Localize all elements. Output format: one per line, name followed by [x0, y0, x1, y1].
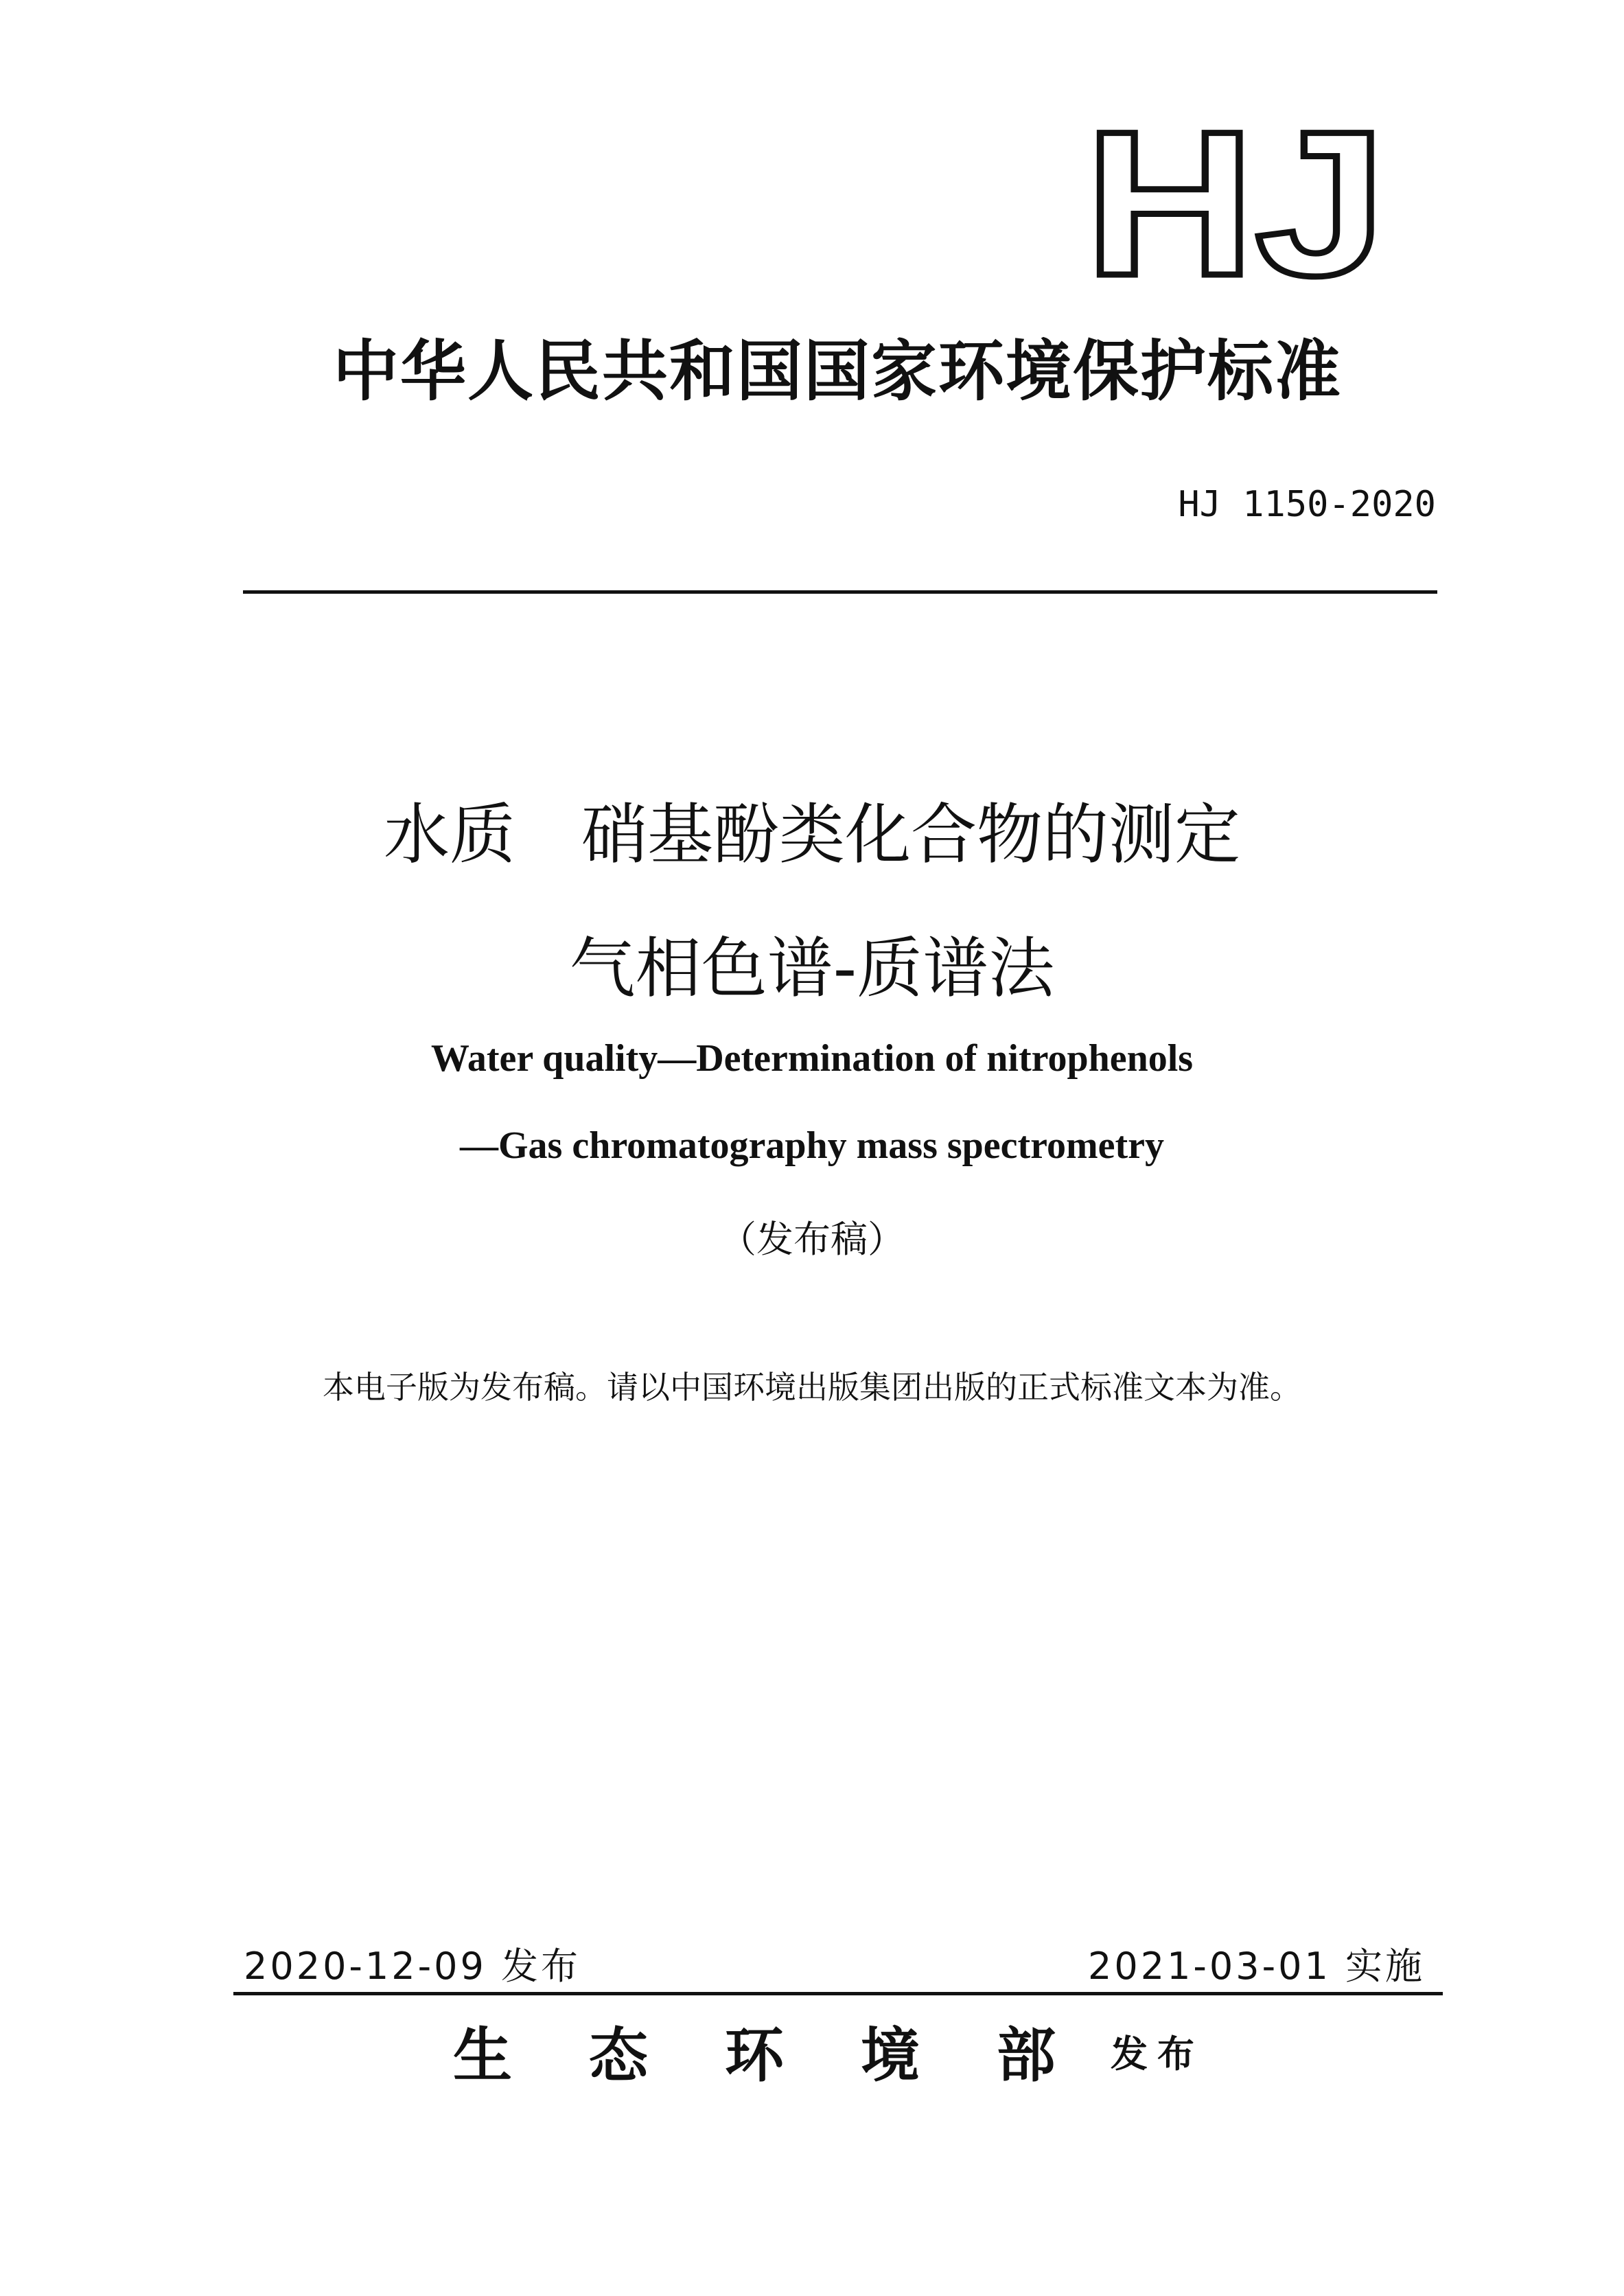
bottom-divider — [233, 1992, 1443, 1995]
issuing-authority-suffix: 发布 — [1111, 2032, 1204, 2076]
title-en-line1: Water quality—Determination of nitrophenols — [430, 1037, 1194, 1080]
title-en-line2: —Gas chromatography mass spectrometry — [459, 1124, 1165, 1167]
hj-logo — [1078, 124, 1393, 288]
edition-notice: 本电子版为发布稿。请以中国环境出版集团出版的正式标准文本为准。 — [323, 1369, 1301, 1406]
standard-category-title: 中华人民共和国国家环境保护标准 — [333, 332, 1342, 410]
hj-logo-text: HJ — [1084, 124, 1387, 288]
effective-date: 2021-03-01 实施 — [1088, 1945, 1425, 1988]
draft-tag: （发布稿） — [719, 1218, 905, 1261]
issuing-authority: 生态环境部 — [453, 2021, 1133, 2090]
title-cn-line2: 气相色谱-质谱法 — [569, 930, 1055, 1007]
issue-date: 2020-12-09 发布 — [244, 1945, 581, 1988]
top-divider — [243, 590, 1437, 594]
title-cn-line1: 水质 硝基酚类化合物的测定 — [384, 796, 1240, 873]
standard-number: HJ 1150-2020 — [1178, 484, 1436, 525]
